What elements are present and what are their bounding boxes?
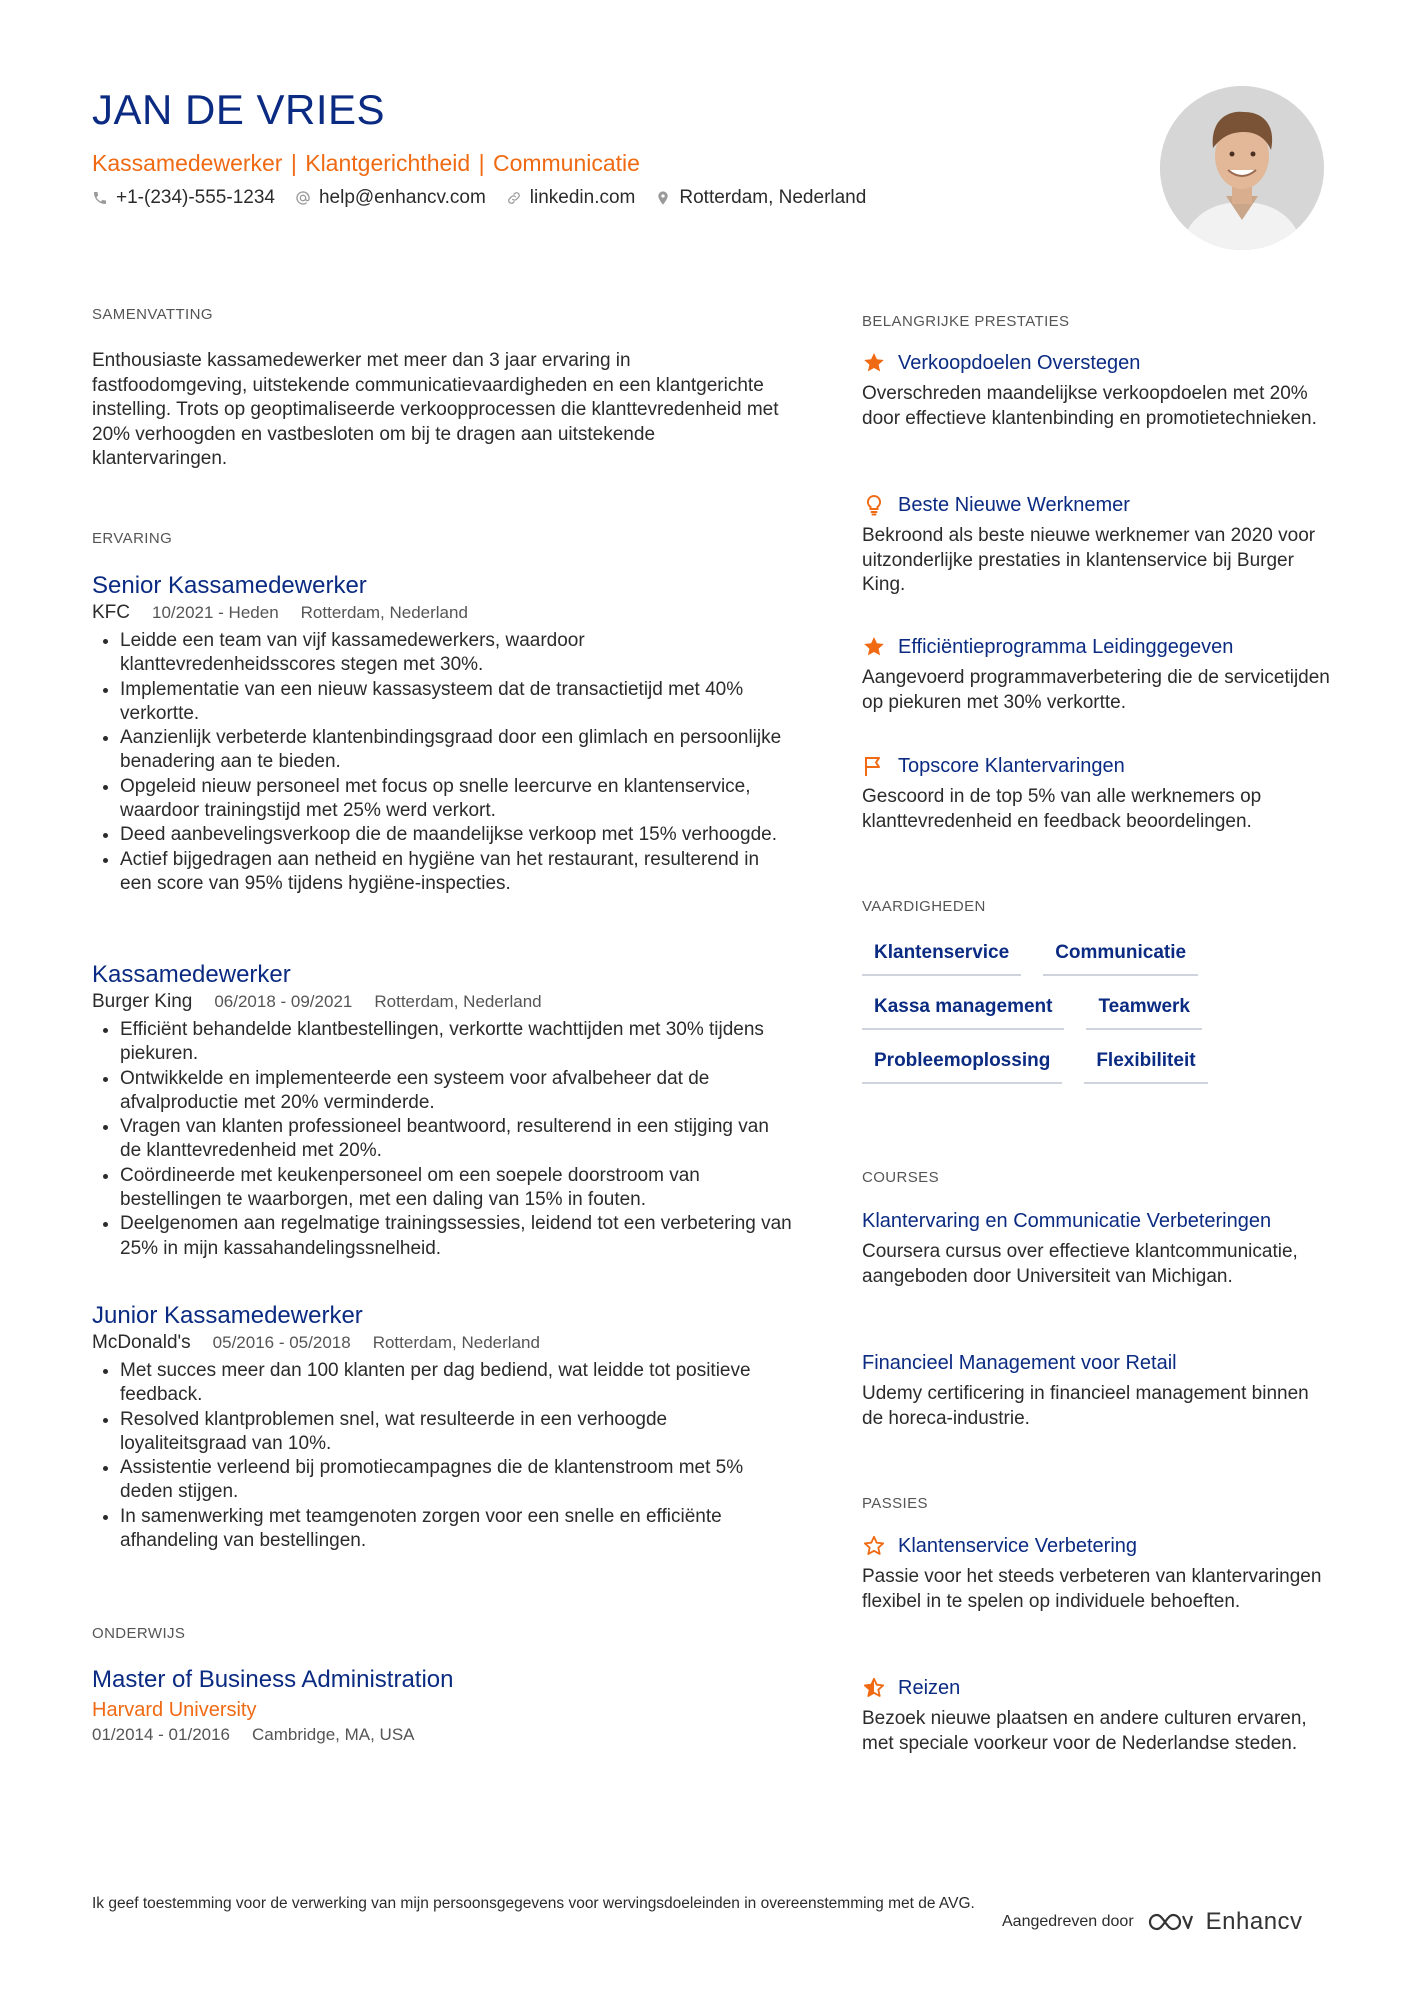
job-bullet: • Deed aanbevelingsverkoop die de maandelijkse verkoop met 15% verhoogde.: [120, 823, 792, 847]
star-filled-icon: [862, 351, 886, 375]
achievement-desc: Overschreden maandelijkse verkoopdoelen met 20% door effectieve klantenbinding en promotietechnieken.: [862, 383, 1317, 429]
job-dates: 05/2016 - 05/2018: [212, 1333, 351, 1352]
link-icon: [506, 190, 522, 206]
profile-photo: [1160, 86, 1324, 250]
achievements-heading: BELANGRIJKE PRESTATIES: [862, 313, 1070, 330]
achievement-title-text: Efficiëntieprogramma Leidinggegeven: [898, 636, 1234, 658]
job-bullet: • Efficiënt behandelde klantbestellingen, verkortte wachttijden met 30% tijdens piekuren.: [120, 1018, 792, 1067]
achievement-item: [862, 753, 1332, 834]
passion-item: [862, 1675, 1332, 1756]
flag-icon: [862, 754, 886, 778]
course-desc: Coursera cursus over effectieve klantcommunicatie, aangeboden door Universiteit van Michigan.: [862, 1241, 1298, 1287]
location-text: Rotterdam, Nederland: [679, 187, 867, 208]
job-meta: [92, 990, 792, 1014]
passion-item: [862, 1533, 1332, 1614]
achievement-title-text: Topscore Klantervaringen: [898, 755, 1125, 777]
achievement-title-text: Verkoopdoelen Overstegen: [898, 352, 1141, 374]
courses-heading: COURSES: [862, 1169, 939, 1186]
job-bullet: • In samenwerking met teamgenoten zorgen voor een snelle en efficiënte afhandeling van bestellingen.: [120, 1505, 792, 1554]
job-location: Rotterdam, Nederland: [374, 992, 542, 1011]
job-location: Rotterdam, Nederland: [300, 603, 468, 622]
skill-tag: Teamwerk: [1086, 994, 1202, 1030]
job-bullet: • Coördineerde met keukenpersoneel om een soepele doorstroom van bestellingen te waarborgen, met een daling van 15% in fouten.: [120, 1164, 792, 1213]
achievement-title-text: Beste Nieuwe Werknemer: [898, 494, 1130, 516]
experience-heading: ERVARING: [92, 530, 173, 547]
achievement-title: [862, 634, 1332, 660]
education-meta: [92, 1723, 792, 1747]
education-dates: 01/2014 - 01/2016: [92, 1725, 231, 1744]
job-bullet: • Ontwikkelde en implementeerde een systeem voor afvalbeheer dat de afvalproductie met 20% verminderde.: [120, 1067, 792, 1116]
contact-row: [92, 186, 866, 210]
job-bullet: • Assistentie verleend bij promotiecampagnes die de klantenstroom met 5% deden stijgen.: [120, 1456, 792, 1505]
contact-location: [655, 186, 866, 210]
education-heading: ONDERWIJS: [92, 1625, 186, 1642]
powered-by: [1002, 1908, 1303, 1936]
job-bullet: • Met succes meer dan 100 klanten per dag bediend, wat leidde tot positieve feedback.: [120, 1359, 792, 1408]
candidate-name: JAN DE VRIES: [92, 86, 386, 133]
passion-title-text: Reizen: [898, 1677, 961, 1699]
job-role: Junior Kassamedewerker: [92, 1302, 363, 1329]
passion-title: [862, 1675, 1332, 1701]
contact-linkedin[interactable]: [506, 186, 636, 210]
skill-tag: Flexibiliteit: [1084, 1048, 1207, 1084]
star-half-icon: [862, 1676, 886, 1700]
job-company: McDonald's: [92, 1332, 191, 1353]
education-school: Harvard University: [92, 1699, 257, 1721]
lightbulb-icon: [862, 493, 886, 517]
job-bullet: • Implementatie van een nieuw kassasysteem dat de transactietijd met 40% verkortte.: [120, 678, 792, 727]
skills-heading: VAARDIGHEDEN: [862, 898, 986, 915]
skills-list: [862, 940, 1332, 1102]
achievement-title: [862, 350, 1332, 376]
phone-icon: [92, 190, 108, 206]
achievement-title: [862, 753, 1332, 779]
achievement-item: [862, 634, 1332, 715]
achievement-item: [862, 350, 1332, 431]
course-title: Financieel Management voor Retail: [862, 1352, 1177, 1374]
education-degree: Master of Business Administration: [92, 1666, 454, 1693]
course-desc: Udemy certificering in financieel management binnen de horeca-industrie.: [862, 1383, 1309, 1429]
location-pin-icon: [655, 190, 671, 206]
enhancv-logo-icon: [1146, 1910, 1194, 1934]
education-entry: [92, 1665, 792, 1747]
headline-separator: |: [478, 150, 485, 176]
achievement-desc: Bekroond als beste nieuwe werknemer van 2020 voor uitzonderlijke prestaties in klantenservice bij Burger King.: [862, 525, 1316, 595]
star-filled-icon: [862, 635, 886, 659]
job-entry: [92, 1301, 792, 1553]
skill-tag: Communicatie: [1043, 940, 1198, 976]
job-bullet: • Leidde een team van vijf kassamedewerkers, waardoor klanttevredenheidsscores stegen met 30%.: [120, 629, 792, 678]
job-company: KFC: [92, 602, 130, 623]
headline-part: Kassamedewerker: [92, 150, 283, 176]
job-bullet: • Actief bijgedragen aan netheid en hygiëne van het restaurant, resulterend in een score van 95% tijdens hygiëne-inspecties.: [120, 848, 792, 897]
job-bullet: • Vragen van klanten professioneel beantwoord, resulterend in een stijging van de klanttevredenheid met 20%.: [120, 1115, 792, 1164]
achievement-desc: Aangevoerd programmaverbetering die de servicetijden op piekuren met 30% verkortte.: [862, 667, 1330, 713]
job-entry: [92, 960, 792, 1261]
job-role: Senior Kassamedewerker: [92, 572, 367, 599]
job-bullets: [92, 1359, 792, 1553]
passion-desc: Bezoek nieuwe plaatsen en andere culturen ervaren, met speciale voorkeur voor de Nederlandse steden.: [862, 1708, 1307, 1754]
achievement-item: [862, 492, 1332, 598]
job-role: Kassamedewerker: [92, 961, 291, 988]
skill-tag: Kassa management: [862, 994, 1064, 1030]
achievement-desc: Gescoord in de top 5% van alle werknemers op klanttevredenheid en feedback beoordelingen.: [862, 786, 1262, 832]
job-bullet: • Aanzienlijk verbeterde klantenbindingsgraad door een glimlach en persoonlijke benadering aan te bieden.: [120, 726, 792, 775]
education-location: Cambridge, MA, USA: [252, 1725, 415, 1744]
at-icon: [295, 190, 311, 206]
summary-heading: SAMENVATTING: [92, 306, 213, 323]
headline-separator: |: [290, 150, 297, 176]
course-title: Klantervaring en Communicatie Verbeteringen: [862, 1210, 1272, 1232]
skill-tag: Probleemoplossing: [862, 1048, 1062, 1084]
achievement-title: [862, 492, 1332, 518]
phone-text: +1-(234)-555-1234: [116, 187, 275, 208]
course-item: [862, 1350, 1332, 1431]
email-text: help@enhancv.com: [318, 187, 486, 208]
passion-desc: Passie voor het steeds verbeteren van klantervaringen flexibel in te spelen op individuele behoeften.: [862, 1566, 1322, 1612]
powered-by-label: Aangedreven door: [1002, 1913, 1134, 1930]
skill-tag: Klantenservice: [862, 940, 1021, 976]
headline-part: Communicatie: [492, 150, 640, 176]
summary-text: Enthousiaste kassamedewerker met meer dan 3 jaar ervaring in fastfoodomgeving, uitstekende communicatievaardigheden en een klantgerichte instelling. Trots op geoptimaliseerde verkoopprocessen die klanttevredenheid met 20% verhoogden en vastbesloten om bij te dragen aan uitstekende klantervaringen.: [92, 350, 779, 469]
job-bullets: [92, 629, 792, 896]
job-bullets: [92, 1018, 792, 1261]
passion-title-text: Klantenservice Verbetering: [898, 1535, 1138, 1557]
gdpr-consent: Ik geef toestemming voor de verwerking van mijn persoonsgegevens voor wervingsdoeleinden in overeenstemming met de AVG.: [92, 1895, 975, 1912]
job-meta: [92, 1331, 792, 1355]
star-outline-icon: [862, 1534, 886, 1558]
job-bullet: • Opgeleid nieuw personeel met focus op snelle leercurve en klantenservice, waardoor trainingstijd met 25% werd verkort.: [120, 775, 792, 824]
job-dates: 10/2021 - Heden: [152, 603, 279, 622]
job-location: Rotterdam, Nederland: [372, 1333, 540, 1352]
job-company: Burger King: [92, 991, 193, 1012]
course-item: [862, 1208, 1332, 1289]
job-meta: [92, 601, 792, 625]
job-bullet: • Resolved klantproblemen snel, wat resulteerde in een verhoogde loyaliteitsgraad van 10%.: [120, 1408, 792, 1457]
contact-phone[interactable]: [92, 186, 275, 210]
contact-email[interactable]: [295, 186, 486, 210]
job-entry: [92, 571, 792, 896]
job-dates: 06/2018 - 09/2021: [214, 992, 353, 1011]
linkedin-text: linkedin.com: [529, 187, 636, 208]
job-bullet: • Deelgenomen aan regelmatige trainingssessies, leidend tot een verbetering van 25% in mijn kassahandelingssnelheid.: [120, 1212, 792, 1261]
brand-name[interactable]: Enhancv: [1205, 1908, 1303, 1935]
headline: [92, 148, 640, 178]
passion-title: [862, 1533, 1332, 1559]
passions-heading: PASSIES: [862, 1495, 928, 1512]
headline-part: Klantgerichtheid: [305, 150, 471, 176]
